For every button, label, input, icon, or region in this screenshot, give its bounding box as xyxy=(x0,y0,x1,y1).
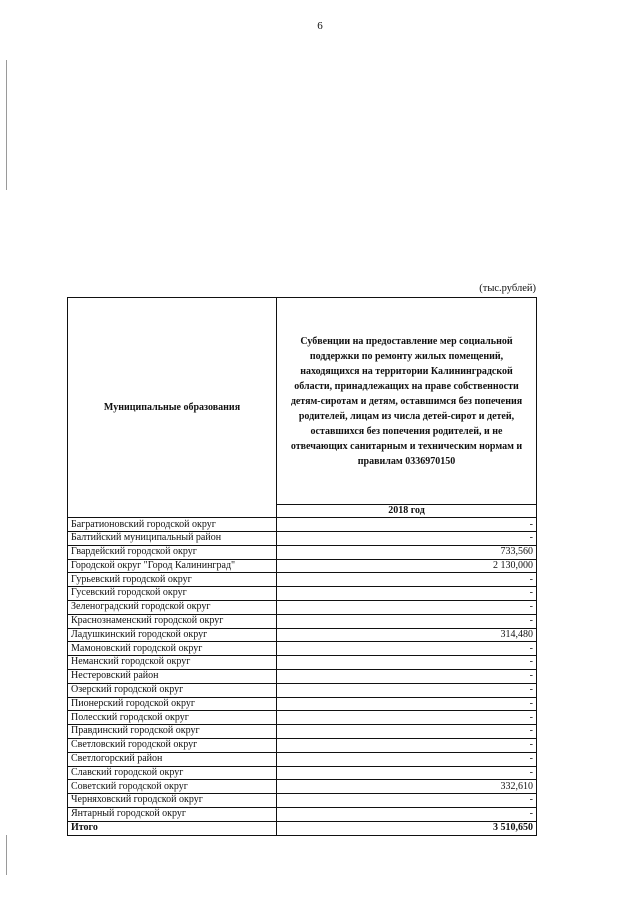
table-row xyxy=(68,587,537,601)
table-row xyxy=(68,738,537,752)
header-year: 2018 год xyxy=(277,505,537,518)
municipality-name: Озерский городской округ xyxy=(68,683,277,697)
municipality-name: Гусевский городской округ xyxy=(68,587,277,601)
subvention-value: - xyxy=(277,807,537,821)
municipality-name: Правдинский городской округ xyxy=(68,725,277,739)
subvention-value: - xyxy=(277,794,537,808)
subvention-value: - xyxy=(277,656,537,670)
subvention-value: - xyxy=(277,642,537,656)
municipality-name: Нестеровский район xyxy=(68,669,277,683)
subvention-value: - xyxy=(277,725,537,739)
municipality-name: Гурьевский городской округ xyxy=(68,573,277,587)
subvention-value: - xyxy=(277,683,537,697)
subvention-value: 2 130,000 xyxy=(277,559,537,573)
municipality-name: Советский городской округ xyxy=(68,780,277,794)
table-row xyxy=(68,683,537,697)
municipality-name: Багратионовский городской округ xyxy=(68,518,277,532)
table-row xyxy=(68,642,537,656)
total-label: Итого xyxy=(68,821,277,835)
municipality-name: Зеленоградский городской округ xyxy=(68,600,277,614)
table-row xyxy=(68,794,537,808)
municipality-name: Мамоновский городской округ xyxy=(68,642,277,656)
table-row xyxy=(68,752,537,766)
municipality-name: Светловский городской округ xyxy=(68,738,277,752)
table-row xyxy=(68,559,537,573)
header-municipalities: Муниципальные образования xyxy=(68,298,277,518)
table-row xyxy=(68,656,537,670)
subvention-value: - xyxy=(277,614,537,628)
table-row xyxy=(68,780,537,794)
header-subvention-description: Субвенции на предоставление мер социальной поддержки по ремонту жилых помещений, находящихся на территории Калининградской области, принадлежащих на праве собственности детям-сиротам и детям, оставшимся без попечения родителей, лицам из числа детей-сирот и детей, оставшихся без попечения родителей, и не отвечающих санитарным и техническим нормам и правилам 0336970150 xyxy=(277,298,537,505)
subvention-value: - xyxy=(277,587,537,601)
subvention-value: - xyxy=(277,697,537,711)
subventions-table xyxy=(67,297,537,836)
table-row xyxy=(68,600,537,614)
subvention-value: - xyxy=(277,711,537,725)
table-row xyxy=(68,807,537,821)
municipality-name: Неманский городской округ xyxy=(68,656,277,670)
table-row xyxy=(68,628,537,642)
municipality-name: Славский городской округ xyxy=(68,766,277,780)
total-value: 3 510,650 xyxy=(277,821,537,835)
subvention-value: - xyxy=(277,669,537,683)
subvention-value: 332,610 xyxy=(277,780,537,794)
table-row xyxy=(68,614,537,628)
table-row xyxy=(68,766,537,780)
subvention-value: 314,480 xyxy=(277,628,537,642)
municipality-name: Балтийский муниципальный район xyxy=(68,532,277,546)
subvention-value: - xyxy=(277,752,537,766)
page-number: 6 xyxy=(317,20,323,32)
subvention-value: - xyxy=(277,600,537,614)
municipality-name: Полесский городской округ xyxy=(68,711,277,725)
table-row xyxy=(68,545,537,559)
table-row xyxy=(68,573,537,587)
table-row xyxy=(68,518,537,532)
table-row xyxy=(68,532,537,546)
municipality-name: Пионерский городской округ xyxy=(68,697,277,711)
subvention-value: - xyxy=(277,518,537,532)
subvention-value: - xyxy=(277,766,537,780)
table-header-row xyxy=(68,298,537,505)
margin-scan-mark xyxy=(6,835,7,875)
municipality-name: Янтарный городской округ xyxy=(68,807,277,821)
subvention-value: - xyxy=(277,573,537,587)
subvention-value: 733,560 xyxy=(277,545,537,559)
municipality-name: Черняховский городской округ xyxy=(68,794,277,808)
table-row xyxy=(68,669,537,683)
table-row xyxy=(68,725,537,739)
margin-scan-mark xyxy=(6,60,7,190)
municipality-name: Гвардейский городской округ xyxy=(68,545,277,559)
units-label: (тыс.рублей) xyxy=(479,283,536,294)
table-row xyxy=(68,711,537,725)
municipality-name: Городской округ "Город Калининград" xyxy=(68,559,277,573)
municipality-name: Ладушкинский городской округ xyxy=(68,628,277,642)
municipality-name: Светлогорский район xyxy=(68,752,277,766)
subvention-value: - xyxy=(277,532,537,546)
total-row xyxy=(68,821,537,835)
table-row xyxy=(68,697,537,711)
municipality-name: Краснознаменский городской округ xyxy=(68,614,277,628)
subvention-value: - xyxy=(277,738,537,752)
